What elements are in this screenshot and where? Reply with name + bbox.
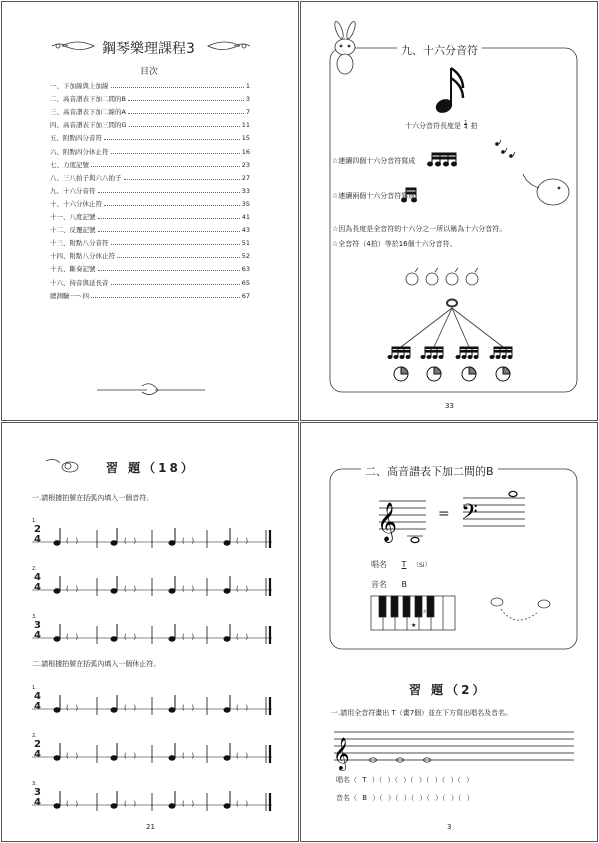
toc-leader [111, 82, 244, 88]
toc-entry[interactable] [50, 121, 250, 129]
toc-entry-page: 23 [241, 160, 250, 169]
solfege-label: 唱名 [371, 560, 387, 569]
answer-blank[interactable]: ( ) [124, 537, 137, 545]
time-signature-top: 3 [34, 787, 41, 798]
answer-blank[interactable]: ( ) [182, 800, 195, 808]
toc-entry[interactable] [50, 134, 250, 142]
length-unit: 拍 [470, 122, 478, 130]
answer-blank[interactable]: ( ) [236, 585, 249, 593]
text-two-sixteenths: ☆連續兩個十六分音符寫成 [332, 192, 416, 200]
time-signature-top: 2 [34, 524, 41, 535]
toc-entry-label: 十四、附點八分休止符 [50, 252, 115, 261]
pitch-label: 音名 [371, 580, 387, 589]
snail-icon [46, 459, 78, 472]
toc-entry-label: 總測驗一～四 [50, 291, 89, 300]
exercise-title: 習 題（2） [409, 683, 488, 697]
time-signature-bottom: 4 [34, 749, 41, 760]
time-signature-bottom: 4 [34, 797, 41, 808]
toc-entry-label: 十三、附點八分音符 [50, 239, 109, 248]
toc-entry-page: 41 [241, 213, 250, 221]
toc-entry-label: 十、十六分休止符 [50, 199, 102, 208]
sixteenth-note-icon [434, 68, 463, 115]
text-naming-reason: ☆因為長度是全音符的十六分之一所以稱為十六分音符。 [332, 225, 507, 233]
toc-leader [98, 187, 240, 193]
time-signature [34, 788, 41, 808]
toc-leader [98, 226, 240, 232]
answer-blank[interactable]: ( ) [182, 704, 195, 712]
time-signature-bottom: 4 [34, 630, 41, 641]
toc-entry-page: 67 [241, 291, 250, 300]
answer-blank[interactable]: ( ) [124, 633, 137, 641]
toc-entry-page: 27 [241, 173, 250, 182]
toc-entry-page: 3 [245, 95, 250, 104]
toc-page [1, 1, 299, 421]
toc-entry-label: 四、高音譜表下加三間的G [50, 121, 127, 130]
toc-entry-page: 63 [241, 265, 250, 274]
toc-leader [111, 148, 240, 154]
toc-entry[interactable] [50, 252, 250, 260]
answer-blank[interactable]: ( ) [182, 752, 195, 760]
equals-sign: = [438, 506, 450, 522]
time-signature-bottom: 4 [34, 701, 41, 712]
toc-leader [91, 292, 240, 298]
toc-entry-label: 十一、八度記號 [50, 213, 96, 221]
time-signature-top: 4 [34, 572, 41, 583]
toc-entry[interactable] [50, 161, 250, 169]
lesson-page-low-b [300, 422, 598, 842]
toc-entry[interactable] [50, 148, 250, 156]
answer-blank[interactable]: ( ) [182, 585, 195, 593]
solfege-value: T [401, 560, 407, 569]
toc-entry-page: 52 [241, 252, 250, 261]
keyboard-icon [371, 596, 455, 630]
lesson-title: 二、高音譜表下加二間的B [361, 463, 498, 479]
page-number: 21 [146, 823, 155, 831]
toc-leader [98, 265, 240, 271]
answer-blank[interactable]: ( ) [66, 752, 79, 760]
toc-entry[interactable] [50, 265, 250, 273]
row-number: 2. [32, 566, 37, 572]
answer-blank[interactable]: ( ) [66, 800, 79, 808]
pitch-row [371, 579, 407, 590]
answer-blank[interactable]: ( ) [124, 800, 137, 808]
pitch-value: B [401, 580, 408, 589]
toc-leader [91, 161, 240, 167]
toc-entry[interactable] [50, 95, 250, 103]
treble-clef-icon: 𝄞 [377, 502, 398, 542]
sixteenth-group-icon [456, 347, 478, 381]
bass-clef-icon: 𝄢 [461, 500, 478, 530]
toc-heading: 目次 [140, 67, 159, 77]
time-signature-top: 4 [34, 691, 41, 702]
svg-text:★: ★ [411, 622, 417, 629]
toc-entry-label: 十二、反覆記號 [50, 226, 96, 235]
toc-entry-page: 43 [241, 226, 250, 235]
bee-icon [491, 598, 550, 620]
answer-blank[interactable]: ( ) [124, 752, 137, 760]
toc-entry[interactable] [50, 292, 250, 300]
exercise-treble-clef-icon: 𝄞 [333, 737, 350, 770]
fraction [464, 121, 467, 131]
lesson-page-sixteenth [300, 1, 598, 421]
toc-entry-label: 六、附點四分休止符 [50, 147, 109, 156]
answer-blank[interactable]: ( ) [236, 537, 249, 545]
toc-entry[interactable] [50, 226, 250, 234]
fraction-numerator: 1 [464, 120, 468, 126]
bunny-icon [333, 21, 357, 74]
sixteenth-illustration [301, 2, 598, 421]
exercise-title: 習 題（18） [106, 461, 196, 475]
toc-entry[interactable] [50, 279, 250, 287]
toc-entry[interactable] [50, 82, 250, 90]
length-text: 十六分音符長度是 [405, 122, 461, 130]
time-signature [34, 621, 41, 641]
toc-entry-label: 七、力度記號 [50, 160, 89, 169]
answer-blank[interactable]: ( ) [236, 704, 249, 712]
toc-entry-page: 1 [245, 82, 250, 90]
note-division-diagram [401, 268, 503, 347]
exercise-staff-area [2, 423, 299, 842]
answer-blank[interactable]: ( ) [236, 752, 249, 760]
answer-blank[interactable]: ( ) [236, 800, 249, 808]
toc-entry[interactable] [50, 174, 250, 182]
row-number: 3. [32, 781, 37, 787]
toc-entry-label: 五、附點四分音符 [50, 134, 102, 143]
time-signature [34, 573, 41, 593]
time-signature [34, 525, 41, 545]
toc-entry[interactable] [50, 213, 250, 221]
toc-entry-page: 33 [241, 186, 250, 195]
row-number: 2. [32, 733, 37, 739]
toc-entry-label: 十六、持音與延長音 [50, 278, 109, 287]
answer-blank[interactable]: ( ) [66, 537, 79, 545]
time-signature-bottom: 4 [34, 582, 41, 593]
time-signature-bottom: 4 [34, 534, 41, 545]
toc-entry-page: 35 [241, 199, 250, 208]
toc-leader [128, 95, 244, 101]
row-number: 1. [32, 518, 37, 524]
sixteenth-group-icon [490, 347, 512, 381]
toc-entry-label: 八、三八拍子與六八拍子 [50, 173, 122, 182]
instruction-1: 一.請根據拍號在括弧內填入一個音符。 [32, 494, 154, 502]
answer-blank[interactable]: ( ) [236, 633, 249, 641]
answer-blank[interactable]: ( ) [66, 704, 79, 712]
solfege-roman: （Si） [412, 562, 431, 569]
toc-entry-page: 51 [241, 239, 250, 248]
lesson-title: 九、十六分音符 [397, 42, 482, 58]
toc-leader [111, 279, 240, 285]
time-signature-top: 3 [34, 620, 41, 631]
sixteenth-group-icon [421, 347, 443, 381]
book-title: 鋼琴樂理課程3 [102, 41, 195, 57]
row-number: 1. [32, 685, 37, 691]
toc-entry-label: 三、高音譜表下加二線的A [50, 108, 126, 117]
fraction-denominator: 4 [464, 125, 468, 131]
toc-leader [98, 213, 240, 219]
exercise-page-18 [1, 422, 299, 842]
toc-entry-label: 一、下加線與上加線 [50, 82, 109, 90]
answer-blank[interactable]: ( ) [66, 585, 79, 593]
toc-entry-label: 九、十六分音符 [50, 186, 96, 195]
sixteenth-group-icon [388, 347, 410, 381]
key-label: ㄉ [422, 609, 428, 615]
elephant-icon [496, 140, 570, 205]
answer-blank[interactable]: ( ) [124, 585, 137, 593]
toc-entry[interactable] [50, 108, 250, 116]
toc-entry[interactable] [50, 187, 250, 195]
answer-pitch-row: 音名（ B ）（ ）（ ）（ ）（ ）（ ）（ ） [336, 794, 474, 802]
row-number: 3. [32, 614, 37, 620]
time-signature [34, 740, 41, 760]
toc-leader [111, 239, 240, 245]
length-statement [405, 121, 478, 131]
time-signature-top: 2 [34, 739, 41, 750]
answer-blank[interactable]: ( ) [124, 704, 137, 712]
toc-entry-page: 16 [241, 147, 250, 156]
page-number: 33 [445, 402, 454, 410]
page-number: 3 [447, 823, 452, 831]
toc-entry-page: 65 [241, 278, 250, 287]
toc-leader [128, 108, 244, 114]
instruction-2: 二.請根據拍號在括弧內填入一個休止符。 [32, 660, 161, 668]
toc-leader [117, 252, 240, 258]
toc-entry-label: 二、高音譜表下加二間的B [50, 95, 126, 104]
text-whole-equals: ☆全音符（4拍）等於16個十六分音符。 [332, 240, 457, 248]
toc-entry-page: 11 [241, 121, 250, 130]
toc-leader [129, 121, 240, 127]
toc-leader [104, 200, 240, 206]
toc-entry-page: 7 [245, 108, 250, 117]
toc-leader [124, 174, 240, 180]
answer-blank[interactable]: ( ) [182, 633, 195, 641]
four-sixteenths-icon [428, 153, 457, 166]
time-signature [34, 692, 41, 712]
answer-blank[interactable]: ( ) [66, 633, 79, 641]
solfege-row [371, 559, 430, 570]
toc-entry[interactable] [50, 200, 250, 208]
exercise-staff [334, 732, 574, 762]
text-four-sixteenths: ☆連續四個十六分音符寫成 [332, 157, 416, 165]
toc-entry-page: 15 [241, 134, 250, 143]
answer-solfege-row: 唱名（ T ）（ ）（ ）（ ）（ ）（ ）（ ） [336, 776, 474, 784]
answer-blank[interactable]: ( ) [182, 537, 195, 545]
toc-entry[interactable] [50, 239, 250, 247]
toc-leader [104, 134, 240, 140]
exercise-instruction: 一.請用全音符畫出 T（畫7個）並在下方寫出唱名及音名。 [331, 709, 513, 717]
toc-entry-label: 十五、斷奏記號 [50, 265, 96, 274]
sixteenth-groups [388, 347, 512, 381]
